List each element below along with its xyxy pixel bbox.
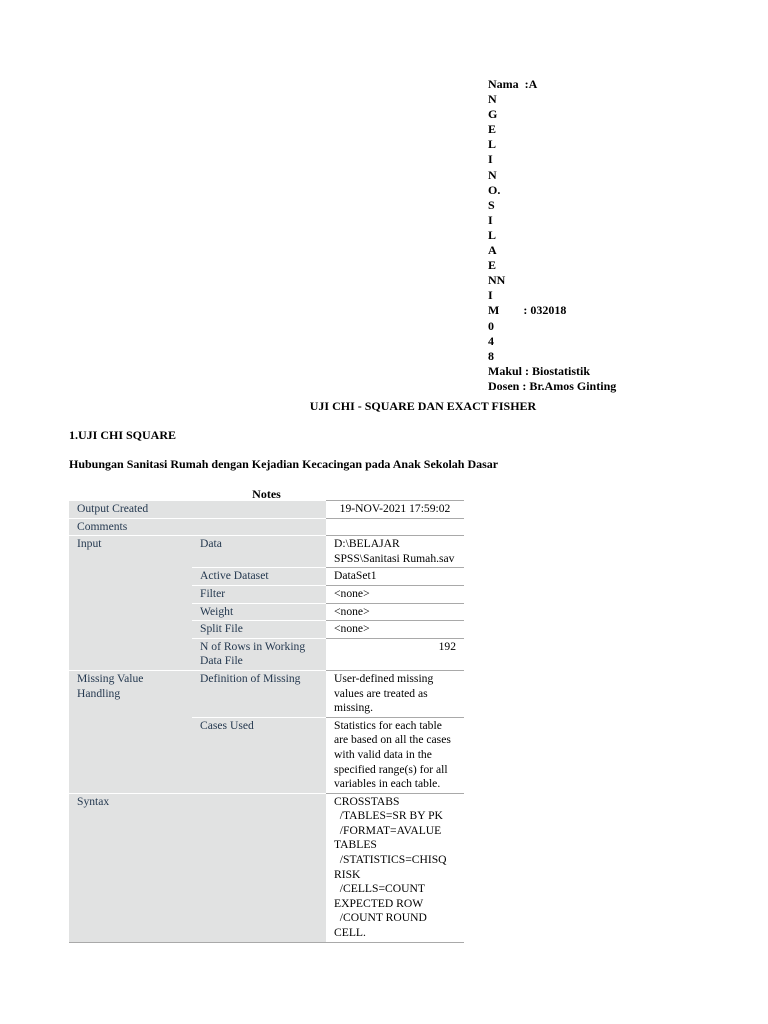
- student-info-header: [488, 77, 616, 394]
- table-row: [69, 536, 464, 568]
- row-group-label: Input: [69, 536, 192, 568]
- row-item-label: Split File: [192, 621, 326, 639]
- document-title: UJI CHI - SQUARE DAN EXACT FISHER: [309, 399, 537, 413]
- header-line: E: [488, 122, 497, 137]
- row-group-label: Output Created: [69, 501, 192, 519]
- row-value: [326, 518, 464, 536]
- row-item-label: [192, 501, 326, 519]
- row-item-label: [192, 793, 326, 942]
- table-row: [69, 793, 464, 942]
- header-line: NN: [488, 273, 506, 288]
- row-value: CROSSTABS /TABLES=SR BY PK /FORMAT=AVALUE TABLES /STATISTICS=CHISQ RISK /CELLS=COUNT EXPECTED ROW /COUNT ROUND CELL.: [326, 793, 464, 942]
- row-value: 192: [326, 638, 464, 670]
- row-value: D:\BELAJAR SPSS\Sanitasi Rumah.sav: [326, 536, 464, 568]
- row-item-label: Cases Used: [192, 717, 326, 793]
- row-group-label: [69, 638, 192, 670]
- header-line: I: [488, 212, 493, 227]
- header-line: A: [488, 243, 497, 258]
- row-value: <none>: [326, 585, 464, 603]
- row-item-label: Filter: [192, 585, 326, 603]
- row-value: <none>: [326, 603, 464, 621]
- row-value: User-defined missing values are treated as missing.: [326, 670, 464, 717]
- row-group-label: [69, 717, 192, 793]
- header-line: I: [488, 288, 493, 303]
- header-line: 4: [488, 333, 494, 348]
- row-value: Statistics for each table are based on all the cases with valid data in the specified range(s) for all variables in each table.: [326, 717, 464, 793]
- notes-table: [69, 500, 464, 943]
- table-row: [69, 717, 464, 793]
- header-line: M : 032018: [488, 303, 567, 318]
- row-item-label: Active Dataset: [192, 568, 326, 586]
- header-line: 0: [488, 318, 494, 333]
- header-line: G: [488, 107, 498, 122]
- header-line: Makul : Biostatistik: [488, 363, 591, 378]
- row-item-label: N of Rows in Working Data File: [192, 638, 326, 670]
- table-row: [69, 501, 464, 519]
- header-line: N: [488, 167, 497, 182]
- header-line: I: [488, 152, 493, 167]
- section-heading: 1.UJI CHI SQUARE: [69, 428, 177, 442]
- header-line: S: [488, 197, 495, 212]
- notes-table-title: Notes: [252, 487, 281, 501]
- table-row: [69, 603, 464, 621]
- row-group-label: [69, 568, 192, 586]
- analysis-subtitle: Hubungan Sanitasi Rumah dengan Kejadian Kecacingan pada Anak Sekolah Dasar: [69, 457, 499, 471]
- row-value: DataSet1: [326, 568, 464, 586]
- header-line: 8: [488, 348, 494, 363]
- row-group-label: [69, 603, 192, 621]
- header-line: Dosen : Br.Amos Ginting: [488, 378, 617, 393]
- row-group-label: Missing Value Handling: [69, 670, 192, 717]
- row-item-label: Definition of Missing: [192, 670, 326, 717]
- header-line: N: [488, 92, 497, 107]
- row-group-label: Comments: [69, 518, 192, 536]
- table-row: [69, 585, 464, 603]
- header-line: L: [488, 137, 497, 152]
- table-row: [69, 638, 464, 670]
- table-row: [69, 568, 464, 586]
- row-group-label: [69, 621, 192, 639]
- row-group-label: [69, 585, 192, 603]
- table-row: [69, 621, 464, 639]
- row-item-label: [192, 518, 326, 536]
- header-line: Nama :A: [488, 77, 538, 91]
- table-row: [69, 670, 464, 717]
- header-line: E: [488, 258, 497, 273]
- row-group-label: Syntax: [69, 793, 192, 942]
- header-line: O.: [488, 182, 501, 197]
- table-row: [69, 518, 464, 536]
- row-value: 19-NOV-2021 17:59:02: [326, 501, 464, 519]
- header-line: L: [488, 227, 497, 242]
- row-item-label: Data: [192, 536, 326, 568]
- row-value: <none>: [326, 621, 464, 639]
- row-item-label: Weight: [192, 603, 326, 621]
